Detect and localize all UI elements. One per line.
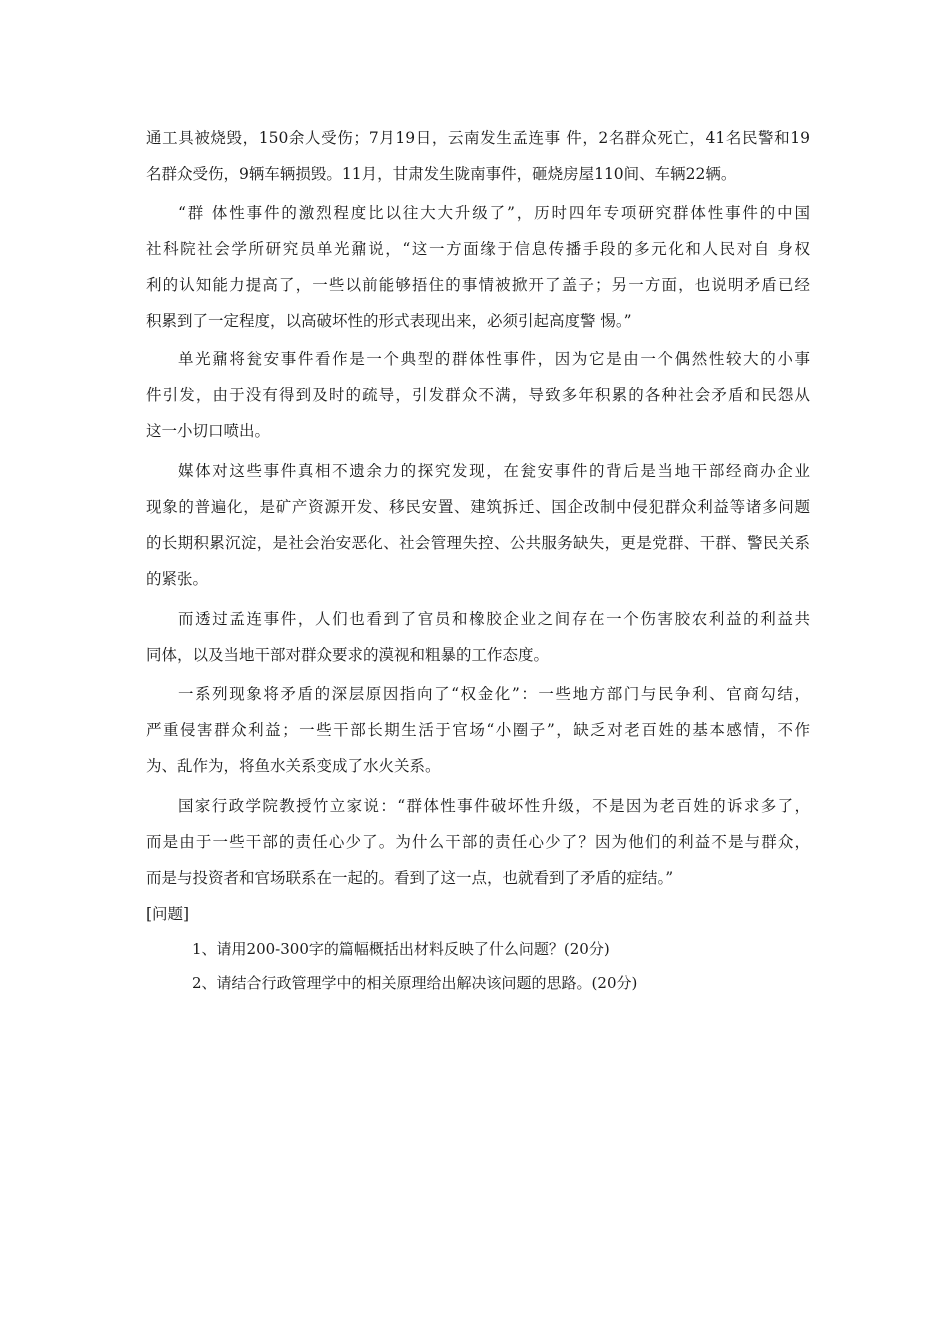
paragraph-line: 一系列现象将矛盾的深层原因指向了“权金化”：一些地方部门与民争利、官商勾结， bbox=[178, 685, 810, 703]
paragraph-line: 社科院社会学所研究员单光鼐说，“这一方面缘于信息传播手段的多元化和人民对自 身权 bbox=[146, 240, 810, 258]
paragraph-line: 国家行政学院教授竹立家说：“群体性事件破坏性升级，不是因为老百姓的诉求多了， bbox=[178, 797, 810, 815]
paragraph-line: 媒体对这些事件真相不遗余力的探究发现，在瓮安事件的背后是当地干部经商办企业 bbox=[178, 462, 810, 480]
paragraph-line: 单光鼐将瓮安事件看作是一个典型的群体性事件，因为它是由一个偶然性较大的小事 bbox=[178, 350, 810, 368]
paragraph-line: 为、乱作为，将鱼水关系变成了水火关系。 bbox=[146, 757, 441, 775]
paragraph-line: 严重侵害群众利益；一些干部长期生活于官场“小圈子”，缺乏对老百姓的基本感情，不作 bbox=[146, 721, 810, 739]
paragraph-line: 利的认知能力提高了，一些以前能够捂住的事情被掀开了盖子；另一方面，也说明矛盾已经 bbox=[146, 276, 810, 294]
question-item: 1、请用200-300字的篇幅概括出材料反映了什么问题？(20分) bbox=[192, 940, 610, 958]
paragraph-line: 名群众受伤，9辆车辆损毁。11月，甘肃发生陇南事件，砸烧房屋110间、车辆22辆。 bbox=[146, 165, 737, 183]
questions-heading: [问题] bbox=[146, 905, 190, 923]
paragraph-line: 而是由于一些干部的责任心少了。为什么干部的责任心少了？因为他们的利益不是与群众， bbox=[146, 833, 810, 851]
paragraph-line: 的紧张。 bbox=[146, 570, 209, 588]
paragraph-line: 而是与投资者和官场联系在一起的。看到了这一点，也就看到了矛盾的症结。” bbox=[146, 869, 674, 887]
paragraph-line: “群 体性事件的激烈程度比以往大大升级了”，历时四年专项研究群体性事件的中国 bbox=[178, 204, 810, 222]
paragraph-line: 通工具被烧毁，150余人受伤；7月19日，云南发生孟连事 件，2名群众死亡，41名民警和19 bbox=[146, 129, 810, 147]
paragraph-line: 现象的普遍化，是矿产资源开发、移民安置、建筑拆迁、国企改制中侵犯群众利益等诸多问题 bbox=[146, 498, 810, 516]
paragraph-line: 件引发，由于没有得到及时的疏导，引发群众不满，导致多年积累的各种社会矛盾和民怨从 bbox=[146, 386, 810, 404]
paragraph-line: 积累到了一定程度，以高破坏性的形式表现出来，必须引起高度警 惕。” bbox=[146, 312, 632, 330]
paragraph-line: 而透过孟连事件，人们也看到了官员和橡胶企业之间存在一个伤害胶农利益的利益共 bbox=[178, 610, 810, 628]
paragraph-line: 同体，以及当地干部对群众要求的漠视和粗暴的工作态度。 bbox=[146, 646, 550, 664]
question-item: 2、请结合行政管理学中的相关原理给出解决该问题的思路。(20分) bbox=[192, 974, 638, 992]
paragraph-line: 的长期积累沉淀，是社会治安恶化、社会管理失控、公共服务缺失，更是党群、干群、警民关系 bbox=[146, 534, 810, 552]
paragraph-line: 这一小切口喷出。 bbox=[146, 422, 271, 440]
